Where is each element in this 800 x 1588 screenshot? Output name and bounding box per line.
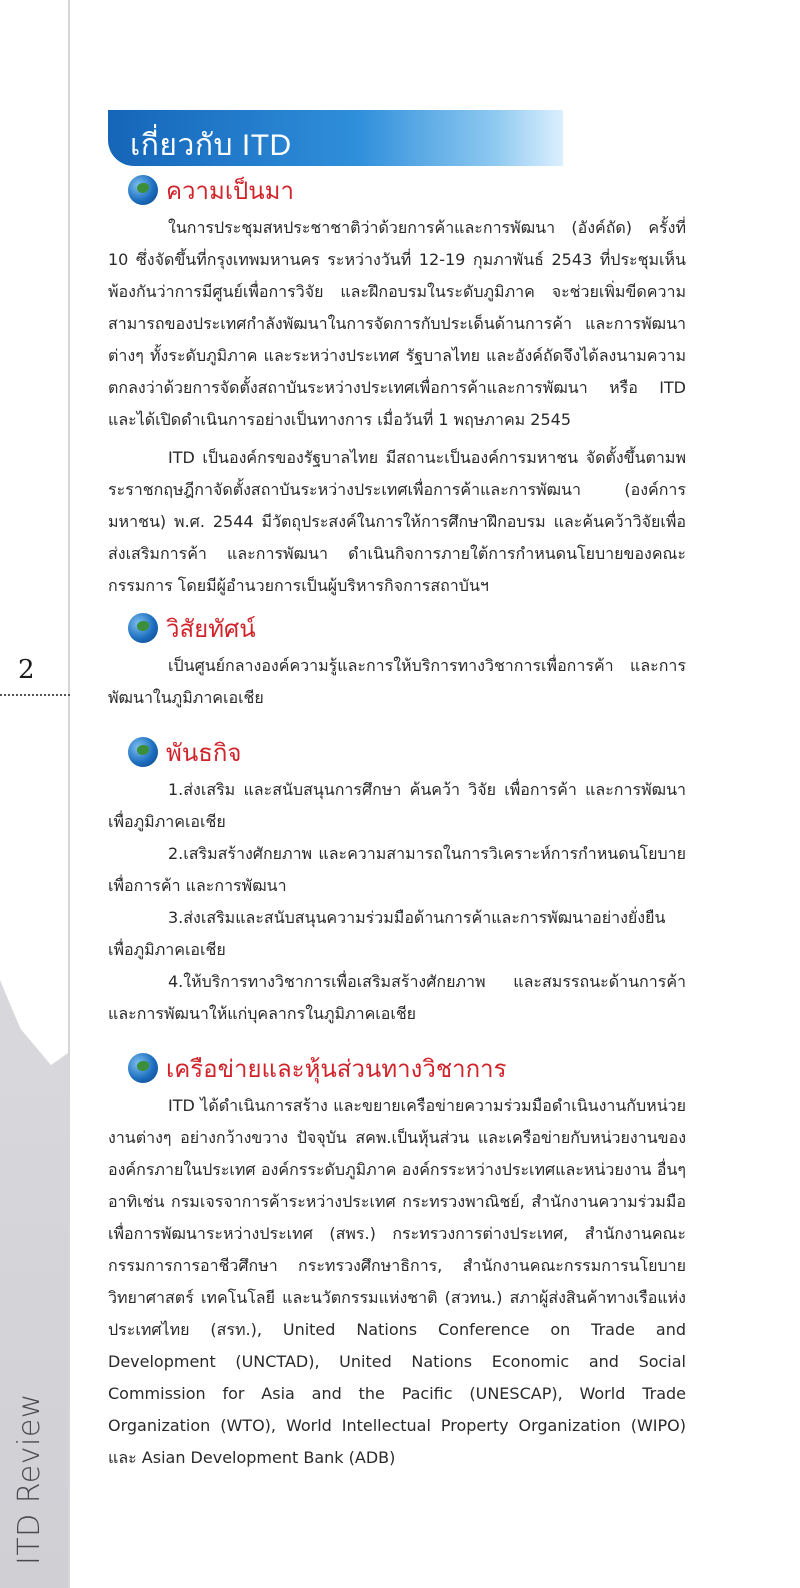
- globe-icon: [128, 613, 158, 643]
- section-title: พันธกิจ: [166, 739, 242, 767]
- paragraph: ITD ได้ดำเนินการสร้าง และขยายเครือข่ายความร่วมมือดำเนินงานกับหน่วยงานต่างๆ อย่างกว้างขวาง ปัจจุบัน สคพ.เป็นหุ้นส่วน และเครือข่ายกับหน่วยงานขององค์กรภายในประเทศ องค์กรระดับภูมิภาค องค์กรระหว่างประเทศและหน่วยงาน อื่นๆ อาทิเช่น กรมเจรจาการค้าระหว่างประเทศ กระทรวงพาณิชย์, สำนักงานความร่วมมือเพื่อการพัฒนาระหว่างประเทศ (สพร.) กระทรวงการต่างประเทศ, สำนักงานคณะกรรมการการอาชีวศึกษา กระทรวงศึกษาธิการ, สำนักงานคณะกรรมการนโยบายวิทยาศาสตร์ เทคโนโลยี และนวัตกรรมแห่งชาติ (สวทน.) สภาผู้ส่งสินค้าทางเรือแห่งประเทศไทย (สรท.), United Nations Conference on Trade and Development (UNCTAD), United Nations Economic and Social Commission for Asia and the Pacific (UNESCAP), World Trade Organization (WTO), World Intellectual Property Organization (WIPO) และ Asian Development Bank (ADB): [108, 1096, 686, 1467]
- article-body: [108, 170, 686, 1474]
- section-title: เครือข่ายและหุ้นส่วนทางวิชาการ: [166, 1055, 507, 1083]
- globe-icon: [128, 1053, 158, 1083]
- paragraph: ITD เป็นองค์กรของรัฐบาลไทย มีสถานะเป็นองค์การมหาชน จัดตั้งขึ้นตามพระราชกฤษฎีกาจัดตั้งสถาบันระหว่างประเทศเพื่อการค้าและการพัฒนา (องค์การมหาชน) พ.ศ. 2544 มีวัตถุประสงค์ในการให้การศึกษาฝึกอบรม และค้นคว้าวิจัยเพื่อส่งเสริมการค้า และการพัฒนา ดำเนินกิจการภายใต้การกำหนดนโยบายของคณะกรรมการ โดยมีผู้อำนวยการเป็นผู้บริหารกิจการสถาบันฯ: [108, 448, 686, 595]
- section-network-heading: [128, 1048, 686, 1088]
- paragraph: ในการประชุมสหประชาชาติว่าด้วยการค้าและการพัฒนา (อังค์ถัด) ครั้งที่ 10 ซึ่งจัดขึ้นที่กรุงเทพมหานคร ระหว่างวันที่ 12-19 กุมภาพันธ์ 2543 ที่ประชุมเห็นพ้องกันว่าการมีศูนย์เพื่อการวิจัย และฝึกอบรมในระดับภูมิภาค จะช่วยเพิ่มขีดความสามารถของประเทศกำลังพัฒนาในการจัดการกับประเด็นด้านการค้า และการพัฒนาต่างๆ ทั้งระดับภูมิภาค และระหว่างประเทศ รัฐบาลไทย และอังค์ถัดจึงได้ลงนามความตกลงว่าด้วยการจัดตั้งสถาบันระหว่างประเทศเพื่อการค้าและการพัฒนา หรือ ITD และได้เปิดดำเนินการอย่างเป็นทางการ เมื่อวันที่ 1 พฤษภาคม 2545: [108, 218, 686, 429]
- publication-title: ITD Review: [12, 1393, 47, 1565]
- mission-item: 1.ส่งเสริม และสนับสนุนการศึกษา ค้นคว้า วิจัย เพื่อการค้า และการพัฒนาเพื่อภูมิภาคเอเชีย: [108, 780, 686, 831]
- page-number: 2: [18, 655, 35, 685]
- paragraph: เป็นศูนย์กลางองค์ความรู้และการให้บริการทางวิชาการเพื่อการค้า และการพัฒนาในภูมิภาคเอเชีย: [108, 656, 686, 707]
- mission-item: 3.ส่งเสริมและสนับสนุนความร่วมมือด้านการค้าและการพัฒนาอย่างยั่งยืนเพื่อภูมิภาคเอเชีย: [108, 908, 666, 959]
- globe-icon: [128, 175, 158, 205]
- page-number-rule: [0, 694, 70, 696]
- section-title: ความเป็นมา: [166, 177, 294, 205]
- mission-item: 2.เสริมสร้างศักยภาพ และความสามารถในการวิเคราะห์การกำหนดนโยบายเพื่อการค้า และการพัฒนา: [108, 844, 686, 895]
- mission-item: 4.ให้บริการทางวิชาการเพื่อเสริมสร้างศักยภาพ และสมรรถนะด้านการค้าและการพัฒนาให้แก่บุคลากรในภูมิภาคเอเชีย: [108, 972, 686, 1023]
- page-title: เกี่ยวกับ ITD: [130, 129, 292, 162]
- section-title: วิสัยทัศน์: [166, 615, 256, 643]
- section-mission-heading: [128, 732, 686, 772]
- section-vision-heading: [128, 608, 686, 648]
- globe-icon: [128, 737, 158, 767]
- section-history-heading: [128, 170, 686, 210]
